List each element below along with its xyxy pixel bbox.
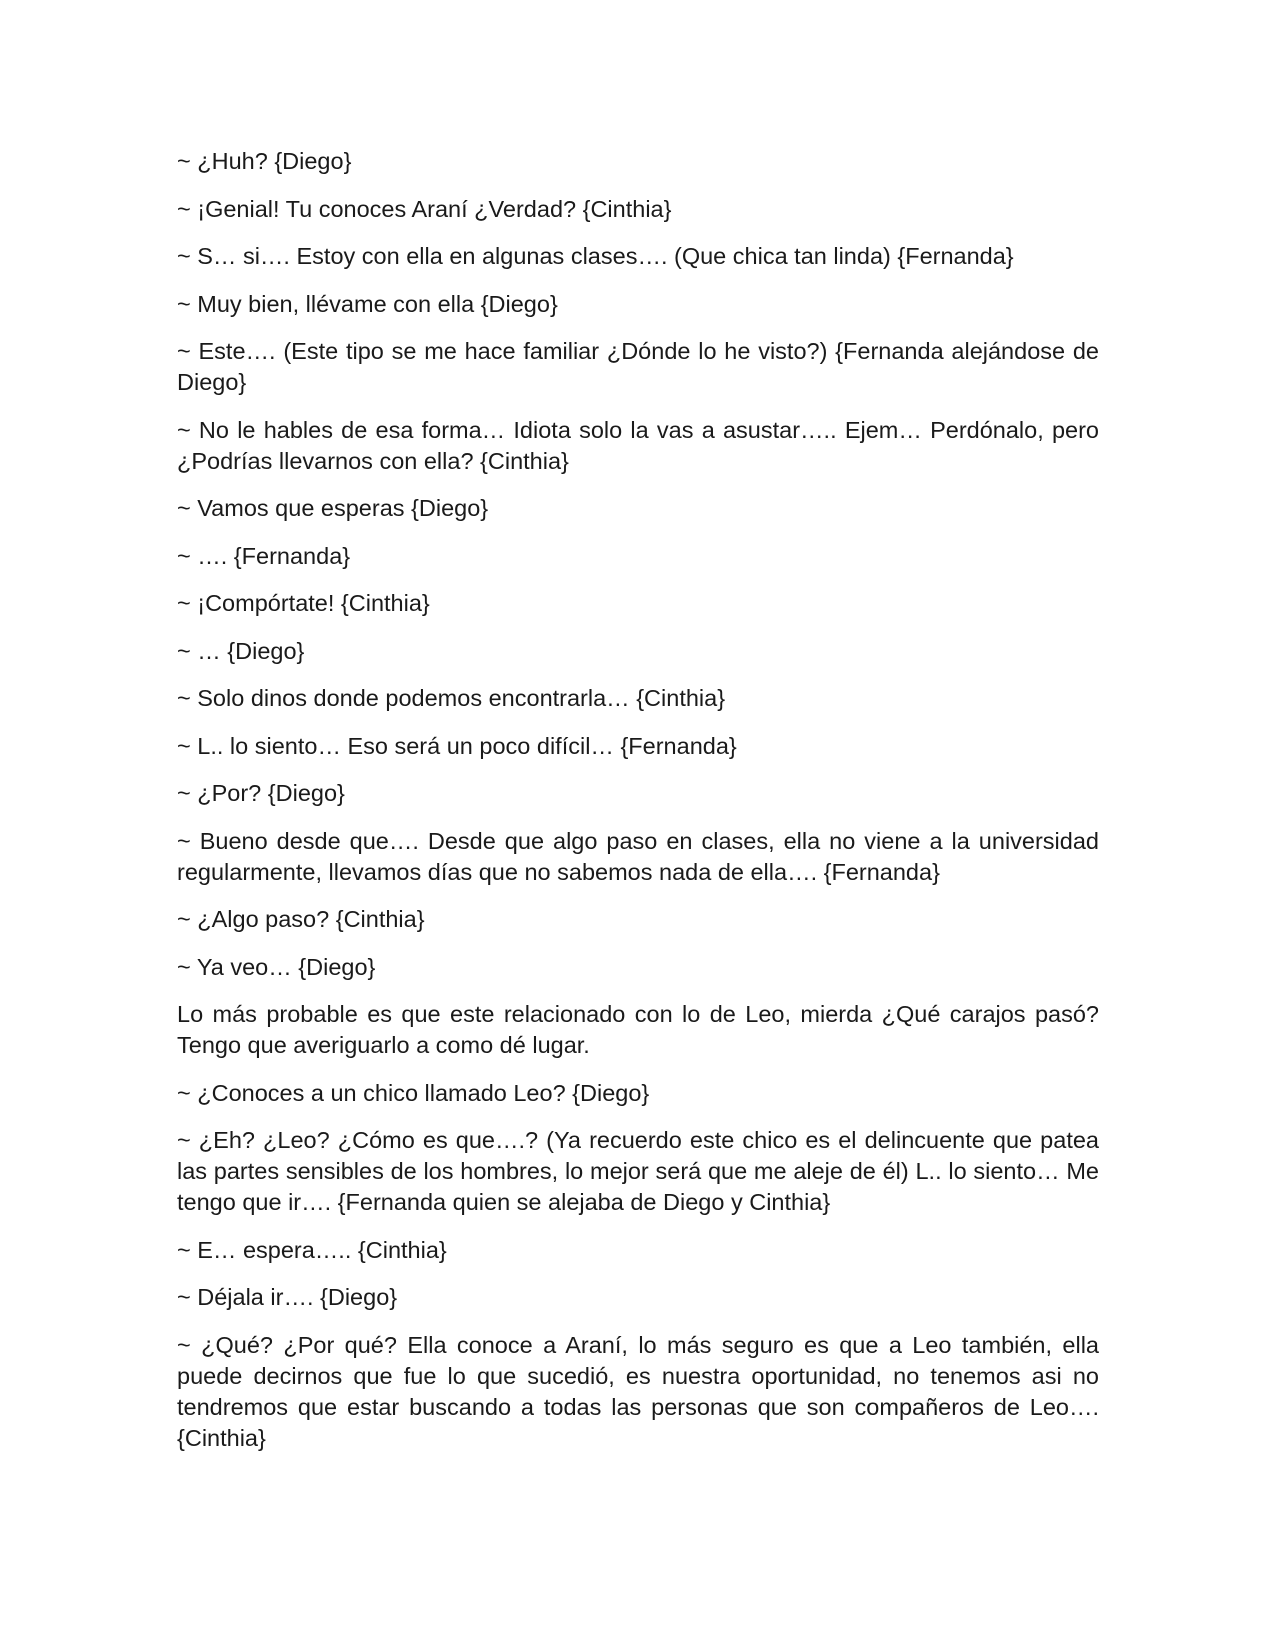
dialogue-line: ~ Este…. (Este tipo se me hace familiar ¿Dónde lo he visto?) {Fernanda alejándose de Diego} [177, 338, 1099, 395]
narration-paragraph: Lo más probable es que este relacionado con lo de Leo, mierda ¿Qué carajos pasó? Tengo que averiguarlo a como dé lugar. [177, 1001, 1099, 1058]
dialogue-line: ~ … {Diego} [177, 637, 305, 664]
dialogue-line: ~ E… espera….. {Cinthia} [177, 1236, 447, 1263]
dialogue-line: ~ L.. lo siento… Eso será un poco difícil… {Fernanda} [177, 732, 737, 759]
dialogue-line: ~ Vamos que esperas {Diego} [177, 495, 489, 521]
dialogue-line: ~ Solo dinos donde podemos encontrarla… {Cinthia} [177, 685, 726, 711]
dialogue-line: ~ ¿Por? {Diego} [177, 780, 345, 806]
dialogue-line: ~ ¿Qué? ¿Por qué? Ella conoce a Araní, lo más seguro es que a Leo también, ella puede decirnos que fue lo que sucedió, es nuestra oportunidad, no tenemos asi no tendremos que estar buscando a todas las personas que son compañeros de Leo…. {Cinthia} [177, 1331, 1099, 1451]
dialogue-line: ~ ¿Conoces a un chico llamado Leo? {Diego} [177, 1079, 650, 1106]
dialogue-line: ~ Déjala ir…. {Diego} [177, 1284, 398, 1310]
dialogue-line: ~ ¿Eh? ¿Leo? ¿Cómo es que….? (Ya recuerdo este chico es el delincuente que patea las partes sensibles de los hombres, lo mejor será que me aleje de él) L.. lo siento… Me tengo que ir…. {Fernanda quien se alejaba de Diego y Cinthia} [177, 1127, 1099, 1215]
document-body [177, 146, 1099, 1470]
dialogue-line: ~ ¿Algo paso? {Cinthia} [177, 906, 425, 932]
dialogue-line: ~ …. {Fernanda} [177, 542, 351, 569]
dialogue-line: ~ S… si…. Estoy con ella en algunas clases…. (Que chica tan linda) {Fernanda} [177, 243, 1014, 269]
dialogue-line: ~ ¿Huh? {Diego} [177, 148, 352, 174]
dialogue-line: ~ ¡Compórtate! {Cinthia} [177, 590, 430, 616]
dialogue-line: ~ Muy bien, llévame con ella {Diego} [177, 290, 558, 317]
dialogue-line: ~ No le hables de esa forma… Idiota solo la vas a asustar….. Ejem… Perdónalo, pero ¿Podrías llevarnos con ella? {Cinthia} [177, 416, 1099, 474]
dialogue-line: ~ Ya veo… {Diego} [177, 953, 376, 980]
dialogue-line: ~ Bueno desde que…. Desde que algo paso en clases, ella no viene a la universidad regularmente, llevamos días que no sabemos nada de ella…. {Fernanda} [177, 827, 1099, 885]
dialogue-line: ~ ¡Genial! Tu conoces Araní ¿Verdad? {Cinthia} [177, 195, 672, 222]
